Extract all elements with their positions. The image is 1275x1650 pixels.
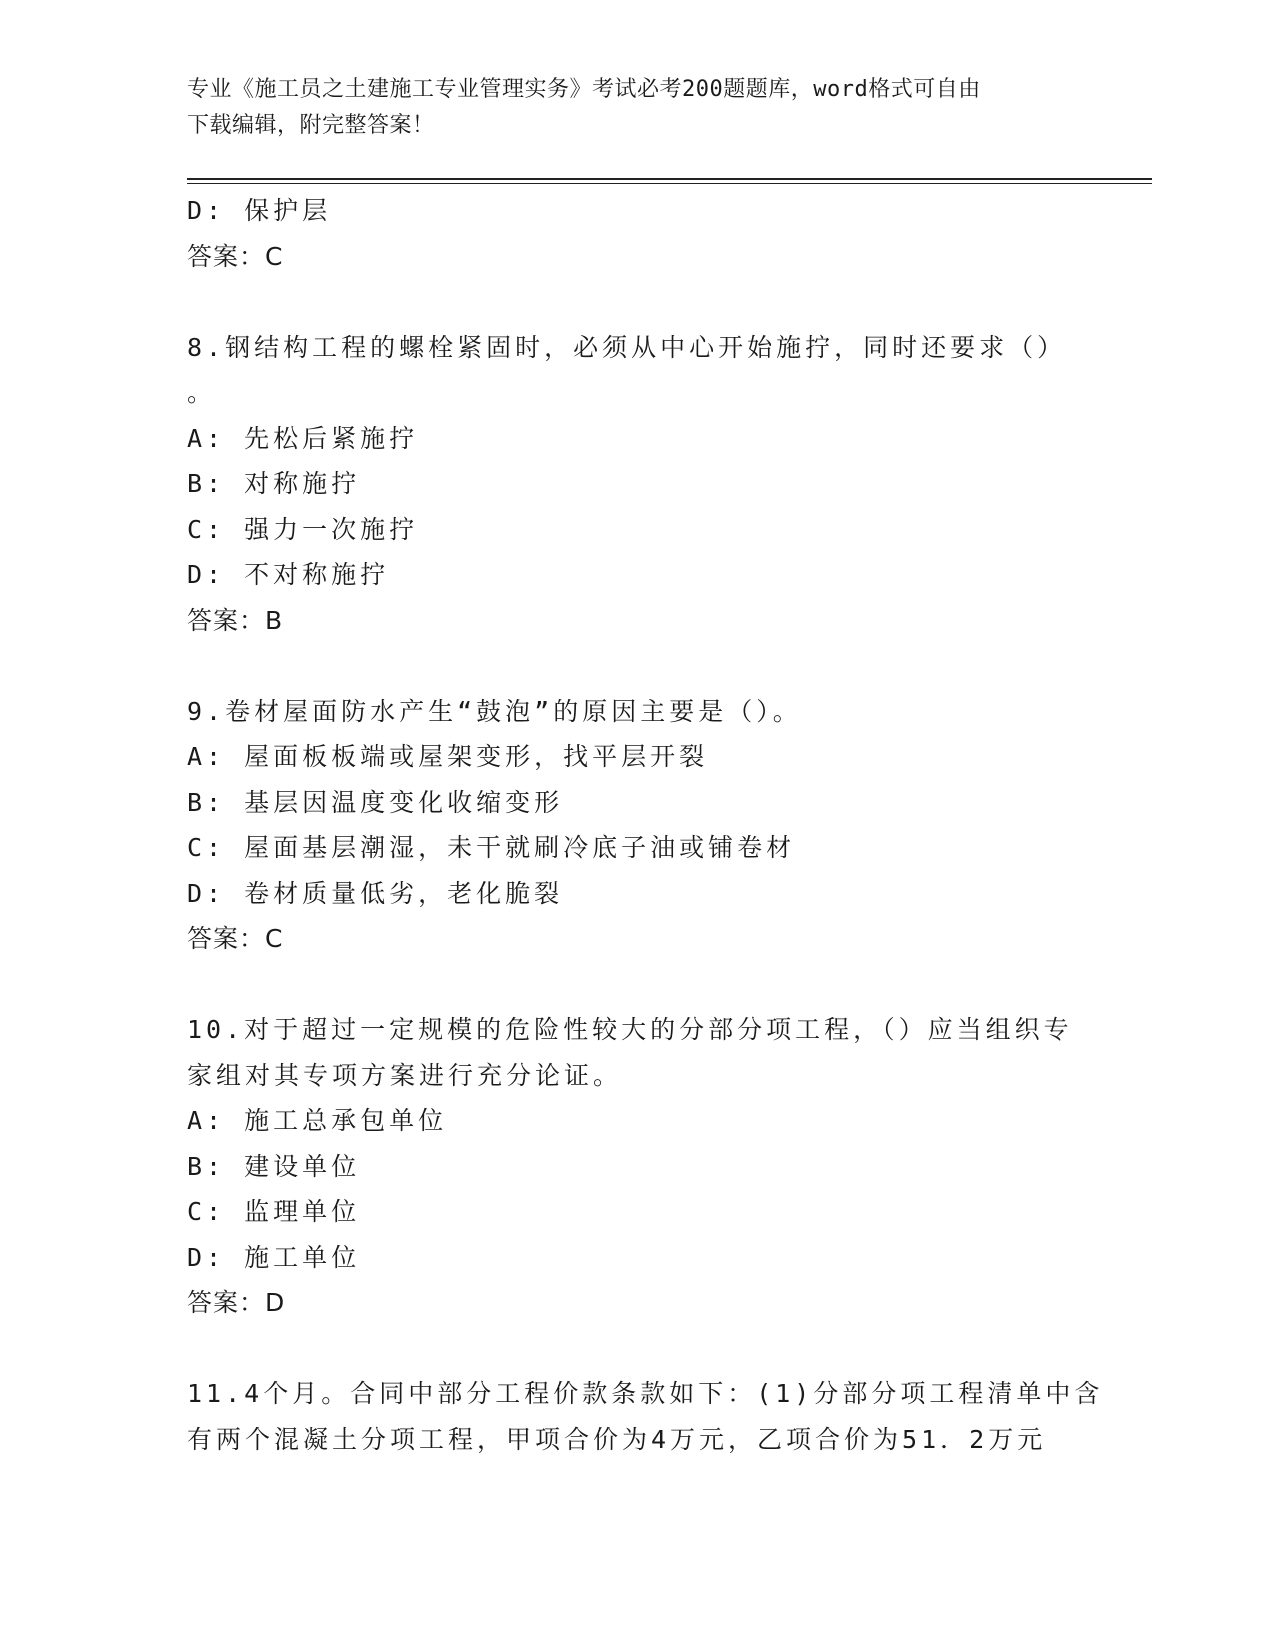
document-header xyxy=(187,72,1087,144)
question-10-answer: 答案：D xyxy=(187,1288,286,1317)
header-divider-thick xyxy=(187,178,1152,180)
question-10-stem-line-2: 家组对其专项方案进行充分论证。 xyxy=(187,1060,623,1090)
question-10 xyxy=(187,1007,1087,1326)
question-11 xyxy=(187,1371,1104,1462)
question-8-stem-line-1: 8.钢结构工程的螺栓紧固时，必须从中心开始施拧，同时还要求（） xyxy=(187,332,1067,362)
prev-question-answer: 答案：C xyxy=(187,241,284,271)
spacer xyxy=(187,1326,1087,1372)
header-line-1: 专业《施工员之土建施工专业管理实务》考试必考200题题库，word格式可自由 xyxy=(187,77,981,102)
header-line-2: 下载编辑，附完整答案！ xyxy=(187,113,435,138)
question-10-option-a: A: 施工总承包单位 xyxy=(187,1106,448,1135)
question-11-stem-line-2: 有两个混凝土分项工程，甲项合价为4万元，乙项合价为51．2万元 xyxy=(187,1424,1047,1454)
question-8-option-d: D: 不对称施拧 xyxy=(187,560,390,589)
question-9 xyxy=(187,689,1087,962)
question-8 xyxy=(187,325,1087,644)
question-9-stem-line-1: 9.卷材屋面防水产生“鼓泡”的原因主要是（）。 xyxy=(187,696,802,726)
question-11-stem-line-1: 11.4个月。合同中部分工程价款条款如下：(1)分部分项工程清单中含 xyxy=(187,1379,1104,1408)
prev-question-option-d: D: 保护层 xyxy=(187,196,332,225)
spacer xyxy=(187,962,1087,1008)
question-10-option-c: C: 监理单位 xyxy=(187,1197,361,1226)
question-10-option-b: B: 建设单位 xyxy=(187,1151,361,1181)
question-10-option-d: D: 施工单位 xyxy=(187,1242,361,1272)
question-10-stem-line-1: 10.对于超过一定规模的危险性较大的分部分项工程，（）应当组织专 xyxy=(187,1015,1073,1044)
question-9-option-b: B: 基层因温度变化收缩变形 xyxy=(187,787,564,817)
spacer xyxy=(187,279,1087,325)
question-8-option-c: C: 强力一次施拧 xyxy=(187,514,419,544)
question-9-answer: 答案：C xyxy=(187,924,284,953)
question-8-stem-line-2: 。 xyxy=(187,378,217,407)
question-8-option-a: A: 先松后紧施拧 xyxy=(187,423,419,453)
spacer xyxy=(187,643,1087,689)
question-8-option-b: B: 对称施拧 xyxy=(187,469,361,498)
question-9-option-a: A: 屋面板板端或屋架变形，找平层开裂 xyxy=(187,742,709,771)
question-9-option-d: D: 卷材质量低劣，老化脆裂 xyxy=(187,878,564,908)
question-8-answer: 答案：B xyxy=(187,605,284,635)
document-body xyxy=(187,188,1104,1462)
question-9-option-c: C: 屋面基层潮湿，未干就刷冷底子油或铺卷材 xyxy=(187,833,796,862)
header-divider-thin xyxy=(187,183,1152,184)
